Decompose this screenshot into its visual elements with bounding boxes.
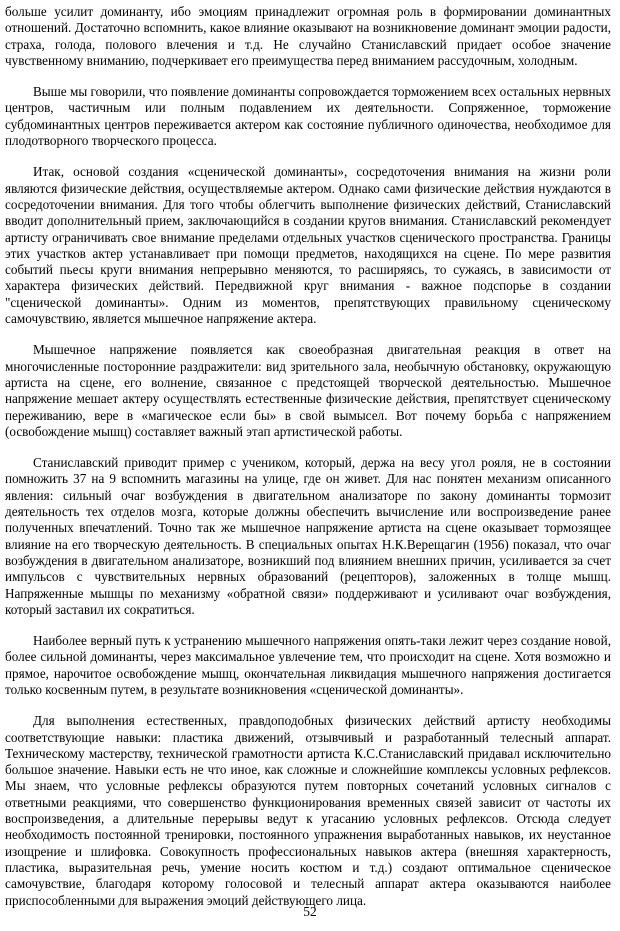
page-number: 52 xyxy=(303,904,317,919)
paragraph-5: Станиславский приводит пример с учеником, который, держа на весу угол рояля, не в состоянии помножить 37 на 9 вспомнить магазины на улице, где он живет. Для нас понятен механизм описанного явления: сильный очаг возбуждения в двигательном анализаторе по закону доминанты тормозит деятельность тех отделов мозга, которые должны обеспечить вычисление или воспроизведение ранее полученных впечатлений. Точно так же мышечное напряжение артиста на сцене оказывает тормозящее влияние на его творческую деятельность. В специальных опытах Н.К.Верещагин (1956) показал, что очаг возбуждения в двигательном анализаторе, возникший под влиянием внешних причин, усиливается за счет импульсов с чувствительных нервных образований (рецепторов), заложенных в толще мышц. Напряженные мышцы по механизму «обратной связи» поддерживают и усиливают очаг возбуждения, который заставил их сократиться. xyxy=(5,455,611,617)
paragraph-6: Наиболее верный путь к устранению мышечного напряжения опять-таки лежит через создание новой, более сильной доминанты, через максимальное увлечение тем, что происходит на сцене. Хотя возможно и прямое, нарочитое освобождение мышц, окончательная ликвидация мышечного напряжения достигается только косвенным путем, в результате возникновения «сценической доминанты». xyxy=(5,633,611,697)
paragraph-7: Для выполнения естественных, правдоподобных физических действий артисту необходимы соответствующие навыки: пластика движений, отзывчивый и разработанный телесный аппарат. Техническому мастерству, технической грамотности артиста К.С.Станиславский придавал исключительно большое значение. Навыки есть не что иное, как сложные и сложнейшие комплексы условных рефлексов. Мы знаем, что условные рефлексы образуются путем повторных сочетаний условных сигналов с ответными реакциями, что совершенство функционирования временных связей зависит от частоты их воспроизведения, а длительные перерывы ведут к угасанию условных рефлексов. Отсюда следует необходимость постоянной тренировки, постоянного упражнения выработанных навыков, их неустанное изощрение и шлифовка. Совокупность профессиональных навыков актера (внешняя характерность, пластика, выразительная речь, умение носить костюм и т.д.) создают оптимальное сценическое самочувствие, благодаря которому голосовой и телесный аппарат актера оказываются наиболее приспособленными для выражения эмоций действующего лица. xyxy=(5,713,611,908)
paragraph-2: Выше мы говорили, что появление доминанты сопровождается торможением всех остальных нервных центров, частичным или полным подавлением их деятельности. Сопряженное, торможение субдоминантных центров переживается актером как состояние публичного одиночества, необходимое для плодотворного творческого процесса. xyxy=(5,84,611,149)
paragraph-4: Мышечное напряжение появляется как своеобразная двигательная реакция в ответ на многочисленные посторонние раздражители: вид зрительного зала, необычную обстановку, окружающую артиста на сцене, его волнение, связанное с предстоящей творческой деятельностью. Мышечное напряжение мешает актеру осуществлять естественные физические действия, препятствует сценическому переживанию, вере в «магическое если бы» в свой вымысел. Вот почему борьба с напряжением (освобождение мышц) составляет важный этап артистической работы. xyxy=(5,342,611,439)
paragraph-1: больше усилит доминанту, ибо эмоциям принадлежит огромная роль в формировании доминантных отношений. Достаточно вспомнить, какое влияние оказывают на возникновение доминант эмоции радости, страха, голода, полового влечения и т.д. Не случайно Станиславский придает особое значение чувственному вниманию, подчеркивает его преимущества перед вниманием рассудочным, холодным. xyxy=(5,4,611,68)
paragraph-3: Итак, основой создания «сценической доминанты», сосредоточения внимания на жизни роли являются физические действия, осуществляемые актером. Однако сами физические действия нуждаются в сосредоточении внимания. Для того чтобы облегчить выполнение физических действий, Станиславский вводит дополнительный прием, заключающийся в создании кругов внимания. Станиславский рекомендует артисту ограничивать свое внимание пределами отдельных участков сценического пространства. Границы этих участков актер устанавливает при помощи предметов, находящихся на сцене. По мере развития событий пьесы круги внимания непрерывно меняются, то расширяясь, то сужаясь, в зависимости от характера физических действий. Передвижной круг внимания - важное подспорье в создании "сценической доминанты». Одним из моментов, препятствующих правильному сценическому самочувствию, является мышечное напряжение актера. xyxy=(5,164,611,327)
